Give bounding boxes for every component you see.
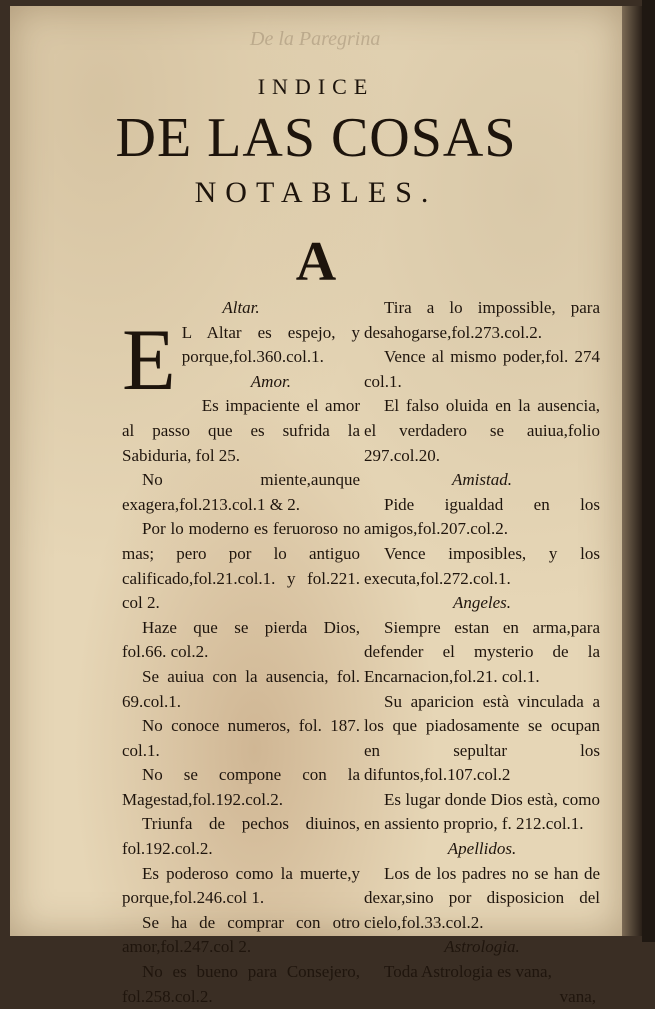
drop-cap: E [122, 311, 176, 409]
index-entry: No conoce numeros, fol. 187. col.1. [122, 716, 360, 760]
catchword: vana, [559, 986, 596, 1006]
title-de-las-cosas: DE LAS COSAS [115, 107, 517, 169]
entry-astrologia-text: Toda Astrologia es vana, [384, 962, 552, 982]
index-entry: Tira a lo impossible, para desahogarse,fol.273.col.2. [364, 298, 600, 342]
index-entry: Es lugar donde Dios està, como en assiento proprio, f. 212.col.1. [364, 789, 600, 834]
index-entry: Se auiua con la ausencia, fol. 69.col.1. [122, 666, 360, 711]
facing-page-strip [642, 0, 655, 942]
heading-apellidos: Apellidos. [447, 839, 517, 859]
index-entry: Es poderoso como la muerte,y porque,fol.246.col 1. [122, 863, 360, 908]
page-edge [622, 6, 642, 936]
left-column [122, 296, 360, 1009]
index-entry: Vence al mismo poder,fol. 274 col.1. [364, 347, 600, 391]
index-entry: No se compone con la Magestad,fol.192.col.2. [122, 765, 360, 809]
index-entry: Su aparicion està vinculada a los que piadosamente se ocupan en sepultar los difuntos,fol.107.col.2 [364, 691, 600, 785]
index-entry: Pide igualdad en los amigos,fol.207.col.2. [364, 494, 600, 539]
index-entry: El falso oluida en la ausencia, el verdadero se auiua,folio 297.col.20. [364, 396, 600, 465]
entry-altar-text: L Altar es espejo, y porque,fol.360.col.1. [181, 322, 360, 367]
heading-astrologia: Astrologia. [444, 937, 520, 957]
index-entry: Los de los padres no se han de dexar,sino por disposicion del cielo,fol.33.col.2. [364, 863, 600, 932]
right-column [364, 296, 600, 1009]
section-letter: A [295, 231, 337, 293]
title-notables: NOTABLES. [194, 176, 438, 209]
book-page [10, 6, 622, 1006]
index-entry-astrologia [364, 960, 600, 985]
heading-amistad: Amistad. [452, 470, 512, 490]
index-entry: Por lo moderno es feruoroso no mas; pero por lo antiguo calificado,fol.21.col.1. y fol.221. col 2. [122, 519, 360, 613]
index-entry: No miente,aunque exagera,fol.213.col.1 & 2. [122, 470, 360, 514]
heading-amor: Amor. [250, 371, 291, 391]
index-entry: Haze que se pierda Dios, fol.66. col.2. [122, 617, 360, 662]
index-entry: Es impaciente el amor al passo que es sufrida la Sabiduria, fol 25. [122, 396, 360, 465]
index-entry: Vence imposibles, y los executa,fol.272.col.1. [364, 543, 600, 588]
bleed-through-header: De la Paregrina [250, 28, 381, 50]
index-entry: Se ha de comprar con otro amor,fol.247.col 2. [122, 912, 360, 957]
index-entry: Siempre estan en arma,para defender el mysterio de la Encarnacion,fol.21. col.1. [364, 617, 600, 686]
title-indice: INDICE [257, 74, 375, 99]
index-entry: No es bueno para Consejero, fol.258.col.2. [122, 962, 360, 1006]
index-entry: Triunfa de pechos diuinos, fol.192.col.2. [122, 814, 360, 859]
heading-altar: Altar. [222, 298, 260, 317]
heading-angeles: Angeles. [452, 593, 512, 613]
